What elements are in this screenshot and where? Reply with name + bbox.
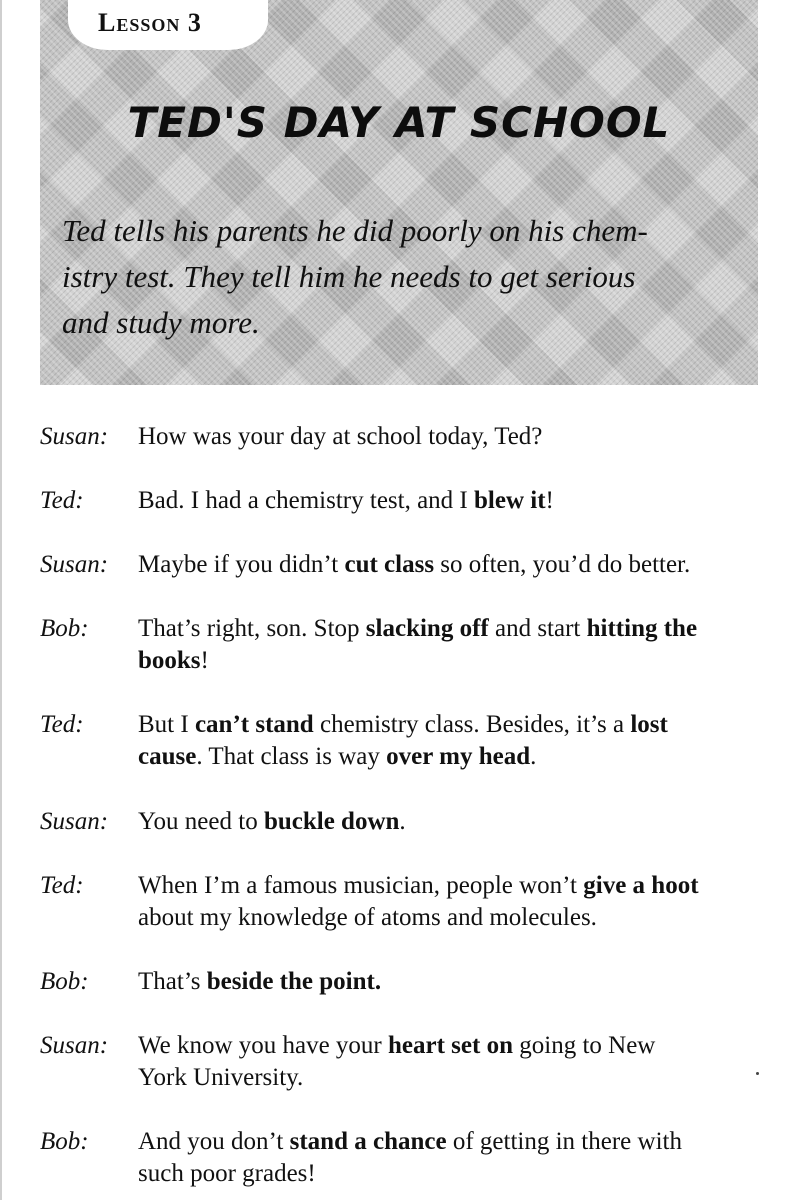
speech-fragment: chemistry class. Besides, it’s a	[313, 711, 631, 738]
speech-line	[138, 613, 758, 645]
speech-text	[138, 421, 758, 453]
speaker-name: Bob:	[40, 968, 89, 995]
idiom-highlight: hitting the	[586, 615, 698, 642]
idiom-highlight: lost	[630, 711, 668, 738]
speech-text	[138, 1030, 758, 1094]
speech-fragment: How was your day at school today, Ted?	[138, 423, 543, 450]
intro-line: and study more.	[62, 305, 260, 340]
idiom-highlight: buckle down	[263, 808, 400, 835]
lesson-number-label: Lesson 3	[98, 8, 202, 37]
speech-fragment: Bad. I had a chemistry test, and I	[138, 487, 475, 514]
speech-fragment: and start	[488, 615, 587, 642]
idiom-highlight: heart set on	[388, 1032, 513, 1059]
speech-text	[138, 966, 758, 998]
speaker-name: Susan:	[40, 808, 109, 835]
idiom-highlight: cause	[138, 743, 197, 770]
speech-line	[138, 709, 758, 741]
speech-text	[138, 613, 758, 677]
speech-fragment: of getting in there with	[446, 1128, 682, 1155]
idiom-highlight: over my head	[386, 743, 531, 770]
speech-fragment: That’s	[138, 968, 207, 995]
speech-text	[138, 549, 758, 581]
speech-line	[138, 806, 758, 838]
speaker-name: Bob:	[40, 1128, 89, 1155]
speech-line	[138, 645, 758, 677]
speech-line	[138, 966, 758, 998]
speaker-name: Ted:	[40, 487, 84, 514]
speech-line	[138, 485, 758, 517]
speech-fragment: .	[399, 808, 406, 835]
lesson-title: TED'S DAY AT SCHOOL	[127, 98, 671, 147]
speech-text	[138, 1126, 758, 1190]
idiom-highlight: beside the point.	[206, 968, 382, 995]
speaker-name: Susan:	[40, 423, 109, 450]
idiom-highlight: stand a chance	[289, 1128, 447, 1155]
idiom-highlight: slacking off	[365, 615, 489, 642]
idiom-highlight: blew it	[474, 487, 546, 514]
speech-fragment: . That class is way	[196, 743, 387, 770]
speaker-name: Susan:	[40, 1032, 109, 1059]
speech-fragment: so often, you’d do better.	[434, 551, 691, 578]
speech-fragment: about my knowledge of atoms and molecules.	[138, 904, 597, 931]
speech-fragment: That’s right, son. Stop	[138, 615, 366, 642]
speech-text	[138, 870, 758, 934]
speech-line	[138, 870, 758, 902]
speech-text	[138, 485, 758, 517]
speech-fragment: going to New	[513, 1032, 656, 1059]
speech-fragment: .	[530, 743, 537, 770]
speech-line	[138, 421, 758, 453]
speech-line	[138, 1158, 758, 1190]
speaker-name: Ted:	[40, 872, 84, 899]
idiom-highlight: can’t stand	[194, 711, 314, 738]
speech-line	[138, 741, 758, 773]
speech-fragment: And you don’t	[138, 1128, 290, 1155]
speaker-name: Ted:	[40, 711, 84, 738]
speech-fragment: But I	[138, 711, 195, 738]
idiom-highlight: give a hoot	[583, 872, 699, 899]
speech-line	[138, 1126, 758, 1158]
intro-line: Ted tells his parents he did poorly on his chem-	[62, 213, 648, 248]
speech-line	[138, 1030, 758, 1062]
stray-mark	[756, 1072, 759, 1075]
speech-line	[138, 1062, 758, 1094]
idiom-highlight: books	[138, 647, 201, 674]
speech-fragment: !	[545, 487, 554, 514]
speech-fragment: Maybe if you didn’t	[138, 551, 345, 578]
speaker-name: Susan:	[40, 551, 109, 578]
idiom-highlight: cut class	[344, 551, 435, 578]
speech-text	[138, 709, 758, 773]
speech-text	[138, 806, 758, 838]
intro-line: istry test. They tell him he needs to get serious	[62, 259, 636, 294]
speech-fragment: When I’m a famous musician, people won’t	[138, 872, 584, 899]
speech-line	[138, 902, 758, 934]
speech-fragment: !	[200, 647, 209, 674]
speech-fragment: such poor grades!	[138, 1160, 316, 1187]
speech-fragment: York University.	[138, 1064, 304, 1091]
speech-line	[138, 549, 758, 581]
speech-fragment: You need to	[138, 808, 264, 835]
speech-fragment: We know you have your	[138, 1032, 389, 1059]
speaker-name: Bob:	[40, 615, 89, 642]
